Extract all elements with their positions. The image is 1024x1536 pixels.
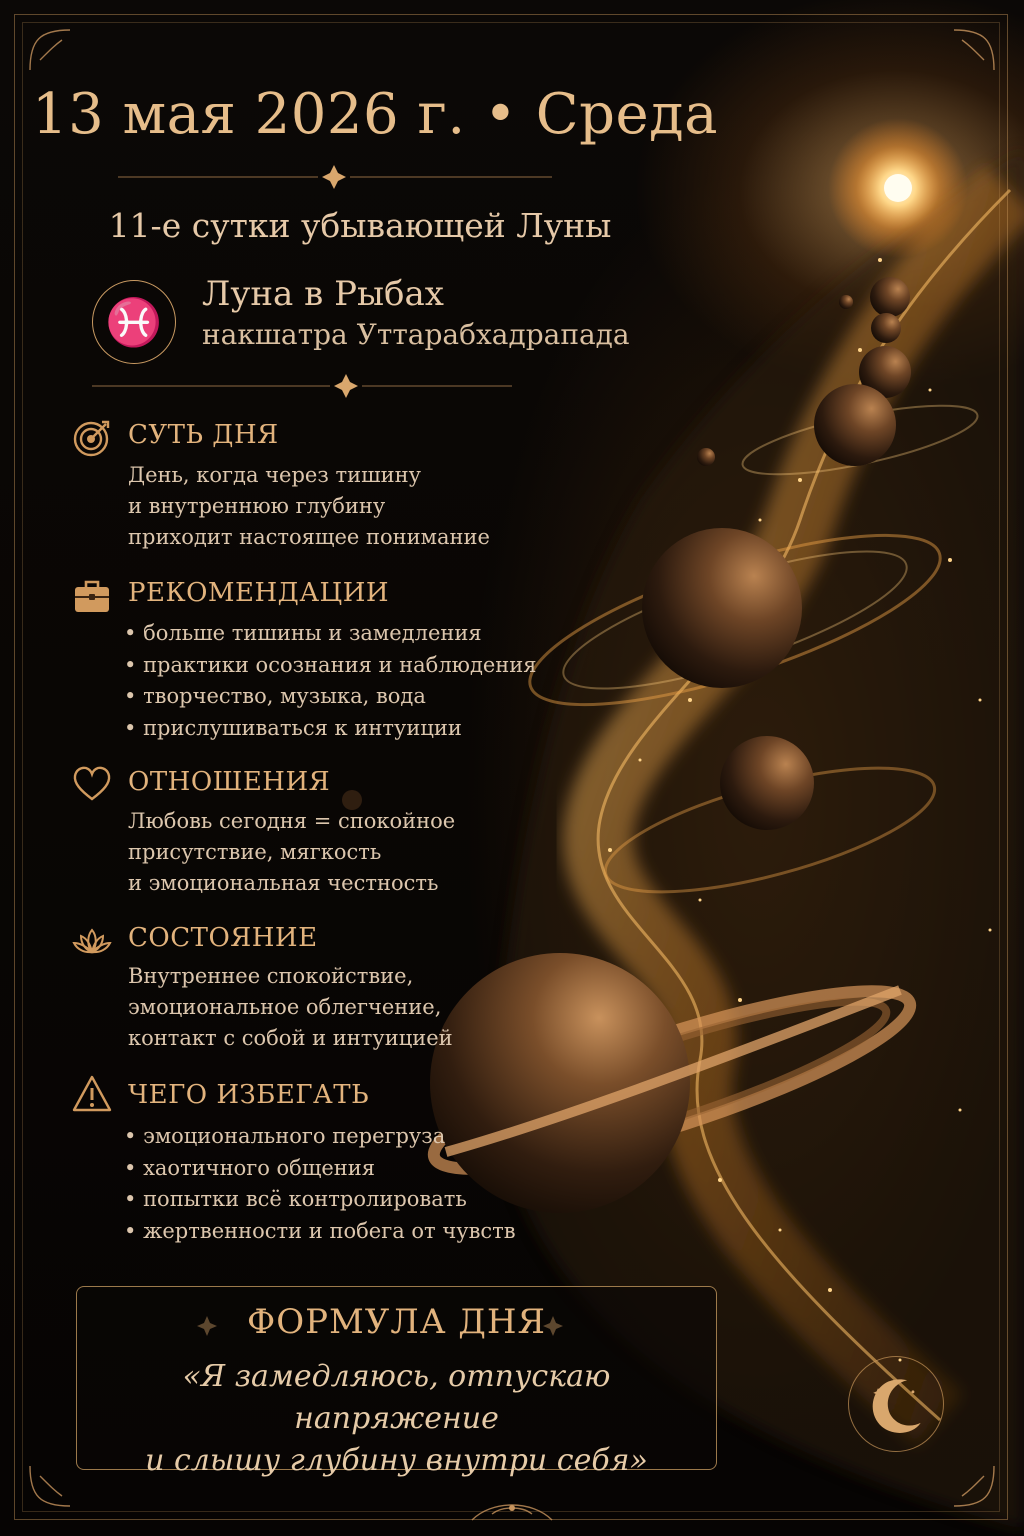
heart-icon bbox=[72, 764, 112, 804]
moon-badge bbox=[848, 1356, 944, 1452]
pisces-icon bbox=[92, 280, 176, 364]
formula-title: ФОРМУЛА ДНЯ bbox=[246, 1302, 547, 1342]
relationships-title: ОТНОШЕНИЯ bbox=[128, 767, 331, 797]
recommendations-list bbox=[124, 618, 537, 744]
lunar-day-text: 11-е сутки убывающей Луны bbox=[108, 206, 612, 245]
list-item: • эмоционального перегруза bbox=[124, 1121, 516, 1153]
list-item: • жертвенности и побега от чувств bbox=[124, 1216, 516, 1248]
moon-sign: Луна в Рыбах bbox=[202, 274, 444, 314]
target-icon bbox=[72, 418, 112, 458]
pisces-glyph: ♓ bbox=[105, 294, 163, 349]
avoid-list bbox=[124, 1121, 516, 1247]
state-title: СОСТОЯНИЕ bbox=[128, 923, 318, 953]
crescent-moon-icon bbox=[849, 1357, 942, 1450]
warning-icon bbox=[72, 1074, 112, 1114]
state-body: Внутреннее спокойствие, эмоциональное облегчение, контакт с собой и интуицией bbox=[128, 964, 453, 1050]
lotus-icon bbox=[72, 922, 112, 962]
briefcase-icon bbox=[72, 576, 112, 616]
recommendations-title: РЕКОМЕНДАЦИИ bbox=[128, 578, 390, 608]
list-item: • хаотичного общения bbox=[124, 1153, 516, 1185]
list-item: • творчество, музыка, вода bbox=[124, 681, 537, 713]
list-item: • попытки всё контролировать bbox=[124, 1184, 516, 1216]
list-item: • практики осознания и наблюдения bbox=[124, 650, 537, 682]
essence-body: День, когда через тишину и внутреннюю глубину приходит настоящее понимание bbox=[128, 463, 490, 549]
list-item: • больше тишины и замедления bbox=[124, 618, 537, 650]
list-item: • прислушиваться к интуиции bbox=[124, 713, 537, 745]
relationships-body: Любовь сегодня = спокойное присутствие, мягкость и эмоциональная честность bbox=[128, 809, 456, 895]
date-heading: 13 мая 2026 г. • Среда bbox=[32, 82, 718, 147]
essence-title: СУТЬ ДНЯ bbox=[128, 420, 279, 450]
nakshatra: накшатра Уттарабхадрапада bbox=[202, 318, 630, 351]
avoid-title: ЧЕГО ИЗБЕГАТЬ bbox=[128, 1080, 370, 1110]
formula-text: «Я замедляюсь, отпускаю напряжение и слышу глубину внутри себя» bbox=[145, 1359, 648, 1478]
